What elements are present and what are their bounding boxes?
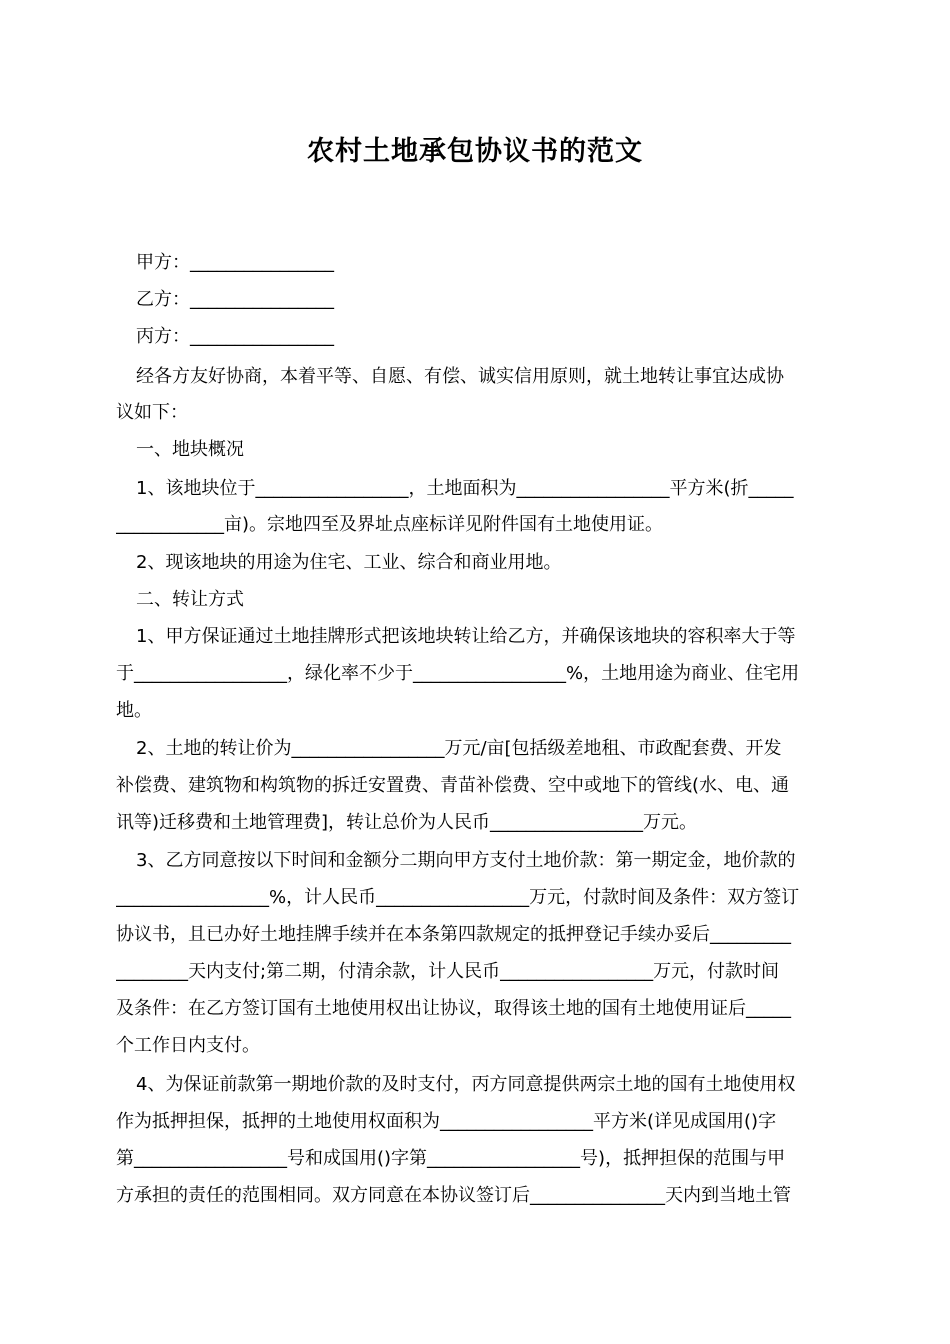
paragraph-line: 2、土地的转让价为_________________万元/亩[包括级差地租、市政配套费、开发 (136, 738, 782, 759)
paragraph-line: 方承担的责任的范围相同。双方同意在本协议签订后_______________天内到当地土管 (116, 1185, 791, 1206)
paragraph-line: 第_________________号和成国用()字第_________________号)，抵押担保的范围与甲 (116, 1148, 786, 1169)
paragraph-line: 1、甲方保证通过土地挂牌形式把该地块转让给乙方，并确保该地块的容积率大于等 (136, 626, 796, 647)
section-heading: 一、地块概况 (136, 439, 244, 460)
paragraph-line: _________________%，计人民币_________________万元，付款时间及条件：双方签订 (116, 887, 800, 908)
section-heading: 二、转让方式 (136, 589, 244, 610)
paragraph-line: 于_________________，绿化率不少于_________________%，土地用途为商业、住宅用 (116, 663, 800, 684)
document-title: 农村土地承包协议书的范文 (307, 136, 643, 167)
paragraph-line: 及条件：在乙方签订国有土地使用权出让协议，取得该土地的国有土地使用证后_____ (116, 998, 791, 1019)
paragraph-line: 3、乙方同意按以下时间和金额分二期向甲方支付土地价款：第一期定金，地价款的 (136, 850, 796, 871)
paragraph-line: 作为抵押担保，抵押的土地使用权面积为_________________平方米(详见成国用()字 (116, 1111, 777, 1132)
party-c-line: 丙方：________________ (136, 326, 334, 347)
paragraph-line: ________天内支付;第二期，付清余款，计人民币_________________万元，付款时间 (116, 961, 780, 982)
party-b-line: 乙方：________________ (136, 289, 334, 310)
paragraph-line: 补偿费、建筑物和构筑物的拆迁安置费、青苗补偿费、空中或地下的管线(水、电、通 (116, 775, 790, 796)
paragraph-line: 经各方友好协商，本着平等、自愿、有偿、诚实信用原则，就土地转让事宜达成协 (136, 366, 784, 387)
party-a-line: 甲方：________________ (136, 252, 334, 273)
paragraph-line: 1、该地块位于_________________，土地面积为_________________平方米(折_____ (136, 478, 794, 499)
paragraph-line: 4、为保证前款第一期地价款的及时支付，丙方同意提供两宗土地的国有土地使用权 (136, 1074, 796, 1095)
paragraph-line: 讯等)迁移费和土地管理费]，转让总价为人民币_________________万元。 (116, 812, 698, 833)
paragraph-line: 个工作日内支付。 (116, 1035, 260, 1056)
paragraph-line: 地。 (116, 700, 152, 721)
paragraph-line: 协议书，且已办好土地挂牌手续并在本条第四款规定的抵押登记手续办妥后_________ (116, 924, 791, 945)
paragraph-line: ____________亩)。宗地四至及界址点座标详见附件国有土地使用证。 (116, 514, 664, 535)
paragraph-line: 2、现该地块的用途为住宅、工业、综合和商业用地。 (136, 552, 562, 573)
paragraph-line: 议如下： (116, 402, 188, 423)
